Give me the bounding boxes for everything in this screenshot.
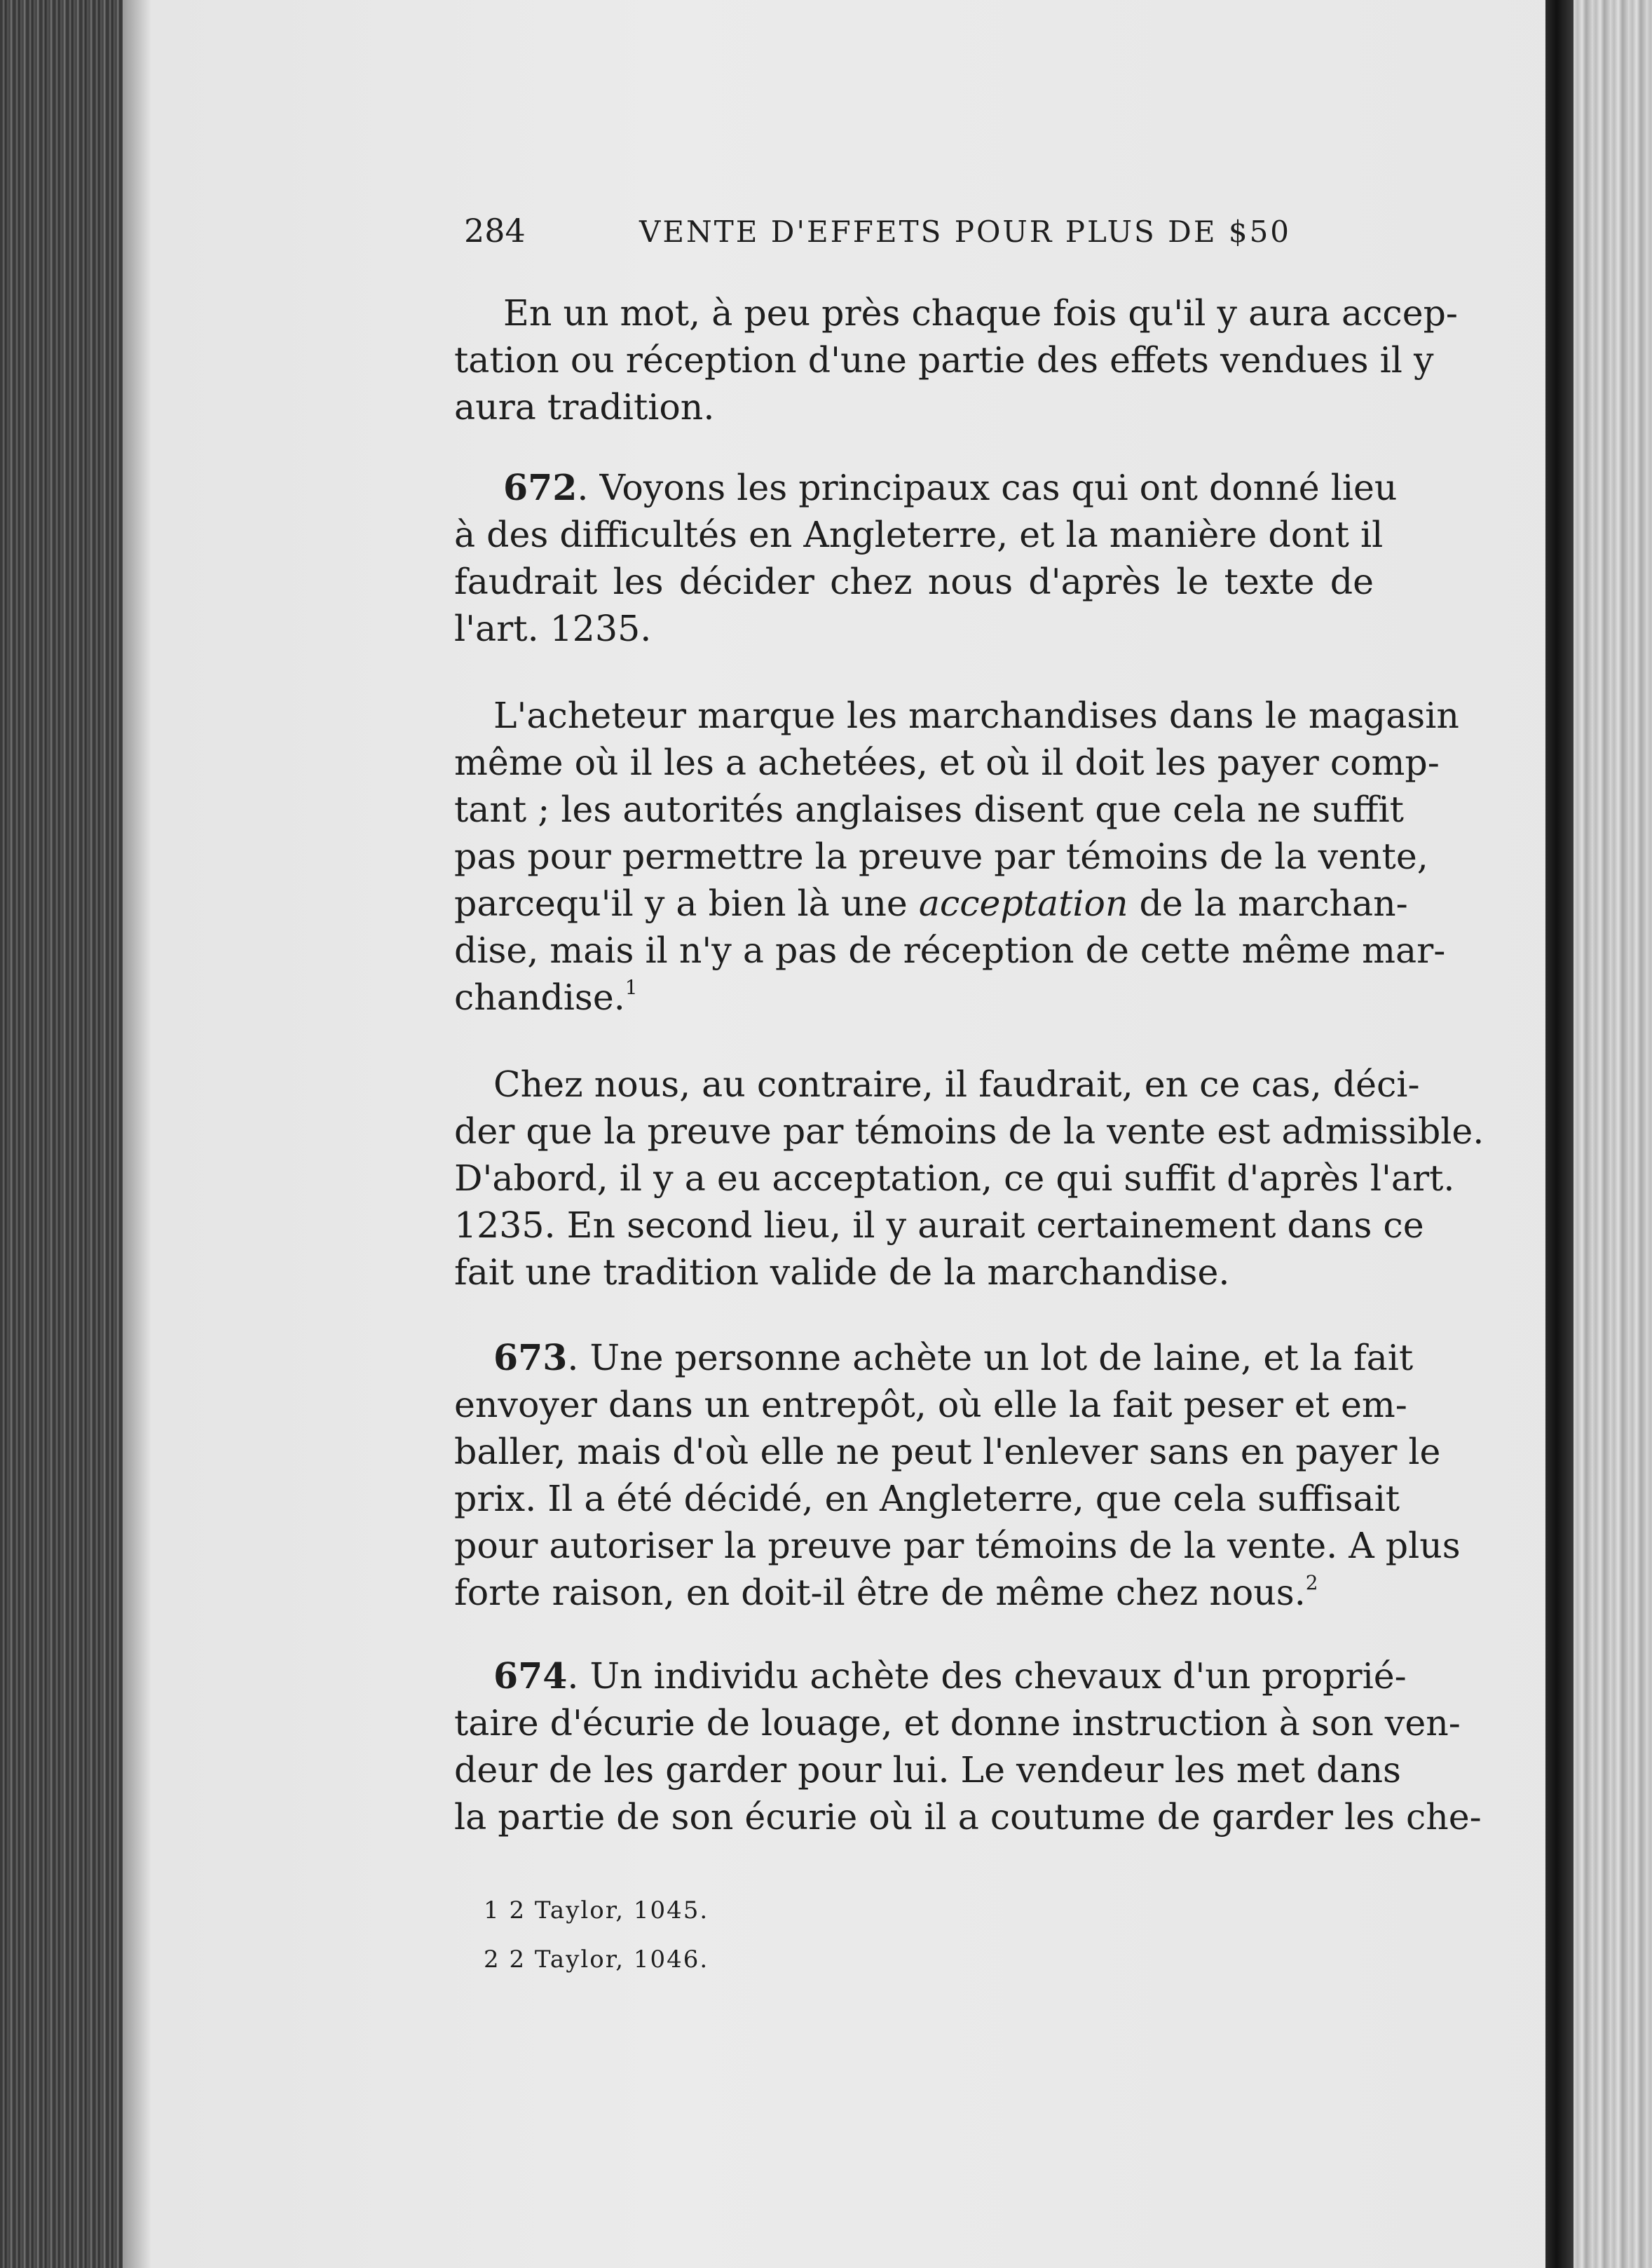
running-header <box>464 212 1368 254</box>
text-line: même où il les a achetées, et où il doit les payer comp- <box>454 742 1440 783</box>
gutter-shadow <box>123 0 151 2268</box>
page-edge-shadow <box>1545 0 1574 2268</box>
text-run: chandise. <box>454 977 625 1018</box>
text-line <box>454 974 1374 1021</box>
paragraph-674 <box>454 1652 1482 1840</box>
page-number: 284 <box>464 212 526 250</box>
text-line: 1235. En second lieu, il y aurait certainement dans ce <box>454 1204 1424 1246</box>
text-line <box>454 464 1398 511</box>
text-line: tation ou réception d'une partie des effets vendues il y <box>454 339 1434 381</box>
paragraph <box>454 1061 1484 1296</box>
text-line: tant ; les autorités anglaises disent que cela ne suffit <box>454 789 1404 830</box>
text-line: fait une tradition valide de la marchandise. <box>454 1251 1230 1293</box>
text-run: . Un individu achète des chevaux d'un proprié- <box>567 1655 1407 1697</box>
text-line <box>454 880 1408 927</box>
article-number: 674 <box>493 1655 568 1697</box>
stacked-page-edges <box>1574 0 1652 2268</box>
footnote: 1 2 Taylor, 1045. <box>484 1896 709 1924</box>
text-line: pour autoriser la preuve par témoins de la vente. A plus <box>454 1525 1461 1566</box>
text-run: parcequ'il y a bien là une <box>454 883 919 924</box>
running-title: VENTE D'EFFETS POUR PLUS DE $50 <box>639 215 1292 249</box>
footnote-ref: 2 <box>1305 1571 1318 1594</box>
text-line: pas pour permettre la preuve par témoins de la vente, <box>454 836 1428 877</box>
book-binding-edge <box>0 0 123 2268</box>
paragraph-672 <box>454 464 1398 652</box>
paragraph <box>454 692 1459 1021</box>
text-run: forte raison, en doit-il être de même chez nous. <box>454 1572 1306 1613</box>
text-line: la partie de son écurie où il a coutume de garder les che- <box>454 1796 1482 1838</box>
text-line: baller, mais d'où elle ne peut l'enlever sans en payer le <box>454 1431 1441 1472</box>
text-line: D'abord, il y a eu acceptation, ce qui suffit d'après l'art. <box>454 1157 1455 1199</box>
article-number: 673 <box>493 1337 568 1378</box>
footnote-ref: 1 <box>624 976 638 999</box>
text-line: taire d'écurie de louage, et donne instruction à son ven- <box>454 1702 1461 1744</box>
text-line: dise, mais il n'y a pas de réception de cette même mar- <box>454 930 1446 971</box>
text-line: aura tradition. <box>454 386 715 428</box>
article-number: 672 <box>503 467 578 508</box>
text-line: à des difficultés en Angleterre, et la manière dont il <box>454 514 1384 555</box>
text-run: . Une personne achète un lot de laine, et la fait <box>567 1337 1414 1378</box>
italic-term: acceptation <box>918 883 1128 924</box>
text-line: deur de les garder pour lui. Le vendeur les met dans <box>454 1749 1401 1791</box>
text-line: envoyer dans un entrepôt, où elle la fait peser et em- <box>454 1384 1407 1425</box>
footnote: 2 2 Taylor, 1046. <box>484 1946 709 1974</box>
text-line: En un mot, à peu près chaque fois qu'il y aura accep- <box>503 292 1458 334</box>
footnotes <box>484 1886 709 1984</box>
text-run: . Voyons les principaux cas qui ont donné lieu <box>577 467 1398 508</box>
text-line <box>454 1569 1374 1616</box>
text-line: l'art. 1235. <box>454 608 652 649</box>
text-line: L'acheteur marque les marchandises dans le magasin <box>493 695 1459 736</box>
text-line: prix. Il a été décidé, en Angleterre, que cela suffisait <box>454 1478 1400 1519</box>
paragraph-673 <box>454 1334 1461 1616</box>
text-run: de la marchan- <box>1128 883 1408 924</box>
text-line <box>454 1334 1414 1381</box>
text-line: Chez nous, au contraire, il faudrait, en ce cas, déci- <box>493 1064 1420 1105</box>
text-line: der que la preuve par témoins de la vente est admissible. <box>454 1111 1484 1152</box>
text-line: faudrait les décider chez nous d'après le texte de <box>454 561 1374 602</box>
paragraph <box>454 290 1458 430</box>
text-line <box>454 1652 1407 1699</box>
